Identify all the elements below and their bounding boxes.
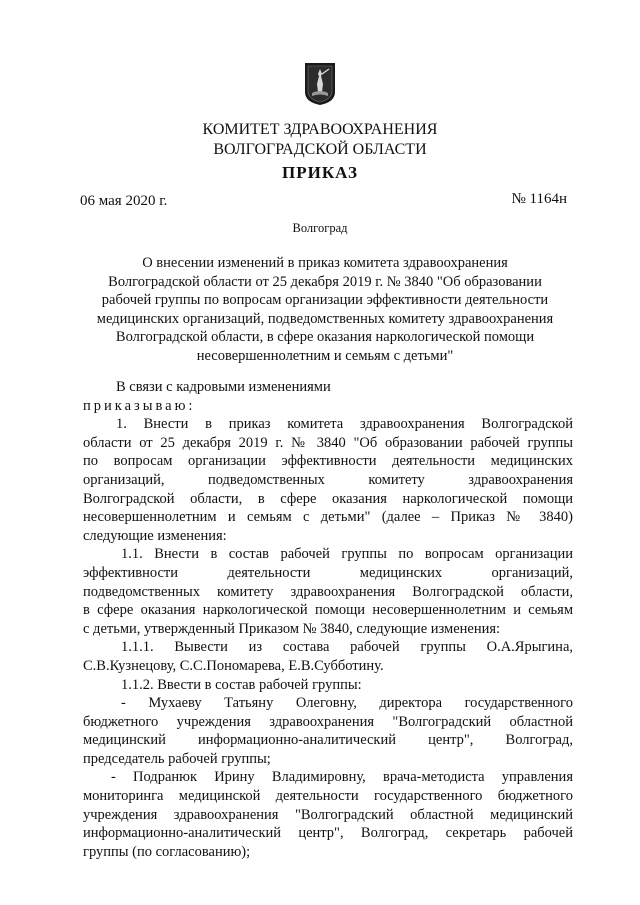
- order-date: 06 мая 2020 г.: [80, 193, 168, 209]
- body-line: подведомственных комитету здравоохранения Волгоградской области,: [83, 583, 573, 600]
- subject-line: рабочей группы по вопросам организации эффективности деятельности: [101, 292, 549, 308]
- city-name: Волгоград: [292, 221, 348, 235]
- body-line: группы (по согласованию);: [83, 843, 251, 860]
- body-line: 1. Внести в приказ комитета здравоохранения Волгоградской: [116, 416, 573, 433]
- body-line: медицинский информационно-аналитический центр", Волгоград,: [83, 732, 573, 749]
- body-line: - Мухаеву Татьяну Олеговну, директора государственного: [121, 695, 573, 712]
- body-line: С.В.Кузнецову, С.С.Пономарева, Е.В.Субботину.: [83, 657, 384, 674]
- body-line: эффективности деятельности медицинских организаций,: [83, 564, 573, 581]
- body-line: учреждения здравоохранения "Волгоградский областной медицинский: [83, 806, 573, 823]
- subject-line: Волгоградской области, в сфере оказания наркологической помощи: [115, 329, 535, 345]
- body-line: информационно-аналитический центр", Волгоград, секретарь рабочей: [83, 825, 573, 842]
- body-line: 1.1.2. Ввести в состав рабочей группы:: [121, 676, 362, 693]
- subject-line: О внесении изменений в приказ комитета здравоохранения: [142, 255, 508, 271]
- body-line: - Подранюк Ирину Владимировну, врача-методиста управления: [111, 769, 573, 786]
- subject-line: несовершеннолетним и семьям с детьми": [196, 347, 454, 364]
- body-line: 1.1.1. Вывести из состава рабочей группы О.А.Ярыгина,: [121, 639, 573, 656]
- order-number: № 1164н: [511, 191, 567, 207]
- body-line: в сфере оказания наркологической помощи несовершеннолетним и семьям: [83, 602, 573, 619]
- body-line: организаций, подведомственных комитету здравоохранения: [83, 471, 573, 488]
- body-line: бюджетного учреждения здравоохранения "Волгоградский областной: [83, 713, 573, 730]
- body-line: области от 25 декабря 2019 г. № 3840 "Об образовании рабочей группы: [83, 434, 573, 451]
- body-line: мониторинга медицинской деятельности государственного бюджетного: [83, 788, 573, 805]
- organization-name-line-2: ВОЛГОГРАДСКОЙ ОБЛАСТИ: [213, 141, 427, 158]
- body-line: 1.1. Внести в состав рабочей группы по вопросам организации: [121, 546, 573, 563]
- body-line: В связи с кадровыми изменениями: [116, 379, 331, 395]
- body-line: по вопросам организации эффективности деятельности медицинских: [83, 453, 573, 470]
- body-line-order-word: приказываю:: [83, 397, 196, 414]
- body-line: Волгоградской области, в сфере оказания наркологической помощи: [83, 490, 573, 507]
- organization-name-line-1: КОМИТЕТ ЗДРАВООХРАНЕНИЯ: [202, 121, 438, 138]
- document-type-title: ПРИКАЗ: [282, 163, 358, 182]
- body-line: председатель рабочей группы;: [83, 750, 271, 767]
- order-body: [83, 378, 573, 861]
- body-line: следующие изменения:: [83, 527, 227, 544]
- subject-line: Волгоградской области от 25 декабря 2019 г. № 3840 "Об образовании: [108, 273, 542, 290]
- body-line: с детьми, утвержденный Приказом № 3840, следующие изменения:: [83, 620, 501, 637]
- coat-of-arms-icon: [304, 62, 336, 106]
- body-line: несовершеннолетним и семьям с детьми" (далее – Приказ № 3840): [83, 509, 573, 526]
- subject-line: медицинских организаций, подведомственных комитету здравоохранения: [96, 310, 554, 327]
- order-subject: [85, 254, 565, 365]
